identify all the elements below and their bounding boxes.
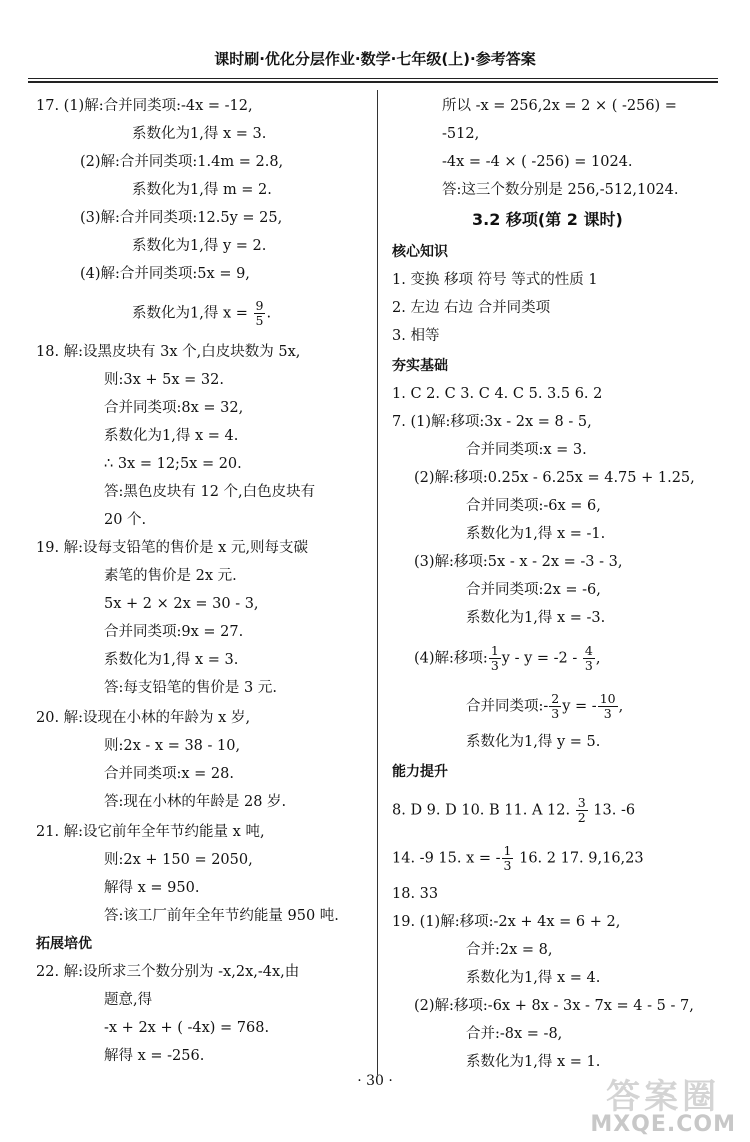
section-heading: 夯实基础 — [392, 358, 448, 374]
core-line: 3. 相等 — [392, 328, 440, 344]
q19-line: 素笔的售价是 2x 元. — [104, 568, 237, 584]
q22-cont-line: 答:这三个数分别是 256,-512,1024. — [442, 182, 679, 198]
text: 8. D 9. D 10. B 11. A 12. — [392, 802, 571, 819]
fraction — [502, 844, 514, 873]
text: y - y = -2 - — [501, 650, 578, 667]
q22-line: 题意,得 — [104, 992, 153, 1008]
denominator: 3 — [584, 658, 593, 673]
q22-line: -x + 2x + ( -4x) = 768. — [104, 1020, 270, 1036]
basic-line: 合并同类项:-6x = 6, — [466, 498, 601, 514]
text: (4)解:移项: — [414, 650, 488, 667]
q19-line: 系数化为1,得 x = 3. — [104, 652, 239, 668]
ability-line: 合并:2x = 8, — [466, 942, 553, 958]
q18-line: 答:黑色皮块有 12 个,白色皮块有 — [104, 484, 316, 500]
text: , — [595, 650, 601, 667]
watermark-url: MXQE.COM — [590, 1112, 736, 1137]
text: , — [618, 698, 624, 715]
q22-line: 22. 解:设所求三个数分别为 -x,2x,-4x,由 — [36, 964, 300, 980]
page-number: · 30 · — [357, 1073, 393, 1089]
text: . — [266, 305, 272, 322]
numerator: 4 — [584, 643, 593, 658]
numerator: 1 — [503, 843, 512, 858]
numerator: 2 — [551, 691, 560, 706]
ability-line-fraction — [392, 796, 635, 825]
q20-line: 答:现在小林的年龄是 28 岁. — [104, 794, 287, 810]
q17-line: 系数化为1,得 x = 3. — [132, 126, 267, 142]
fraction — [254, 299, 266, 328]
basic-line: 系数化为1,得 x = -3. — [466, 610, 606, 626]
basic-line: 1. C 2. C 3. C 4. C 5. 3.5 6. 2 — [392, 386, 603, 402]
numerator: 9 — [255, 298, 264, 313]
ability-line: 系数化为1,得 x = 1. — [466, 1054, 601, 1070]
basic-line: 合并同类项:2x = -6, — [466, 582, 601, 598]
q19-line: 答:每支铅笔的售价是 3 元. — [104, 680, 277, 696]
basic-line: 合并同类项:x = 3. — [466, 442, 587, 458]
fraction — [583, 644, 595, 673]
q22-cont-line: -4x = -4 × ( -256) = 1024. — [442, 154, 633, 170]
q17-line: 17. (1)解:合并同类项:-4x = -12, — [36, 98, 253, 114]
lesson-title: 3.2 移项(第 2 课时) — [472, 210, 623, 229]
q18-line: 合并同类项:8x = 32, — [104, 400, 244, 416]
basic-line: (3)解:移项:5x - x - 2x = -3 - 3, — [414, 554, 623, 570]
watermark-mark: 答案圈 — [606, 1077, 721, 1117]
header-rule-thick — [28, 81, 718, 83]
text: 合并同类项:- — [466, 698, 549, 715]
text: 系数化为1,得 x = — [132, 305, 248, 322]
q19-line: 5x + 2 × 2x = 30 - 3, — [104, 596, 259, 612]
denominator: 3 — [551, 706, 560, 721]
q20-line: 则:2x - x = 38 - 10, — [104, 738, 241, 754]
text: y = - — [562, 698, 597, 715]
ability-line: 合并:-8x = -8, — [466, 1026, 563, 1042]
watermark-logo — [590, 1077, 736, 1137]
q21-line: 答:该工厂前年全年节约能量 950 吨. — [104, 908, 339, 924]
denominator: 3 — [490, 658, 499, 673]
fraction — [576, 796, 588, 825]
q18-line: 系数化为1,得 x = 4. — [104, 428, 239, 444]
basic-line: 系数化为1,得 x = -1. — [466, 526, 606, 542]
q21-line: 解得 x = 950. — [104, 880, 200, 896]
q22-cont-line: 所以 -x = 256,2x = 2 × ( -256) = — [442, 98, 677, 114]
fraction — [549, 692, 561, 721]
core-line: 2. 左边 右边 合并同类项 — [392, 300, 551, 316]
basic-line-fraction — [414, 644, 600, 673]
section-heading: 拓展培优 — [36, 936, 92, 952]
fraction — [598, 692, 618, 721]
text: 14. -9 15. x = - — [392, 850, 501, 867]
q17-line-fraction — [132, 299, 271, 328]
header-rule-thin — [28, 78, 718, 79]
q20-line: 20. 解:设现在小林的年龄为 x 岁, — [36, 710, 251, 726]
denominator: 5 — [255, 313, 264, 328]
denominator: 3 — [603, 706, 612, 721]
core-line: 1. 变换 移项 符号 等式的性质 1 — [392, 272, 598, 288]
numerator: 3 — [577, 795, 586, 810]
ability-line: 18. 33 — [392, 886, 439, 902]
q18-line: 20 个. — [104, 512, 147, 528]
q21-line: 则:2x + 150 = 2050, — [104, 852, 253, 868]
ability-line-fraction — [392, 844, 644, 873]
numerator: 1 — [490, 643, 499, 658]
q20-line: 合并同类项:x = 28. — [104, 766, 234, 782]
ability-line: 系数化为1,得 x = 4. — [466, 970, 601, 986]
fraction — [489, 644, 501, 673]
q17-line: (3)解:合并同类项:12.5y = 25, — [80, 210, 283, 226]
denominator: 2 — [577, 810, 586, 825]
section-heading: 核心知识 — [392, 244, 448, 260]
q18-line: ∴ 3x = 12;5x = 20. — [104, 456, 242, 472]
column-divider — [377, 90, 378, 1075]
page-header: 课时刷·优化分层作业·数学·七年级(上)·参考答案 — [214, 50, 536, 68]
text: 16. 2 17. 9,16,23 — [514, 850, 644, 867]
q22-line: 解得 x = -256. — [104, 1048, 205, 1064]
ability-line: 19. (1)解:移项:-2x + 4x = 6 + 2, — [392, 914, 621, 930]
basic-line: 7. (1)解:移项:3x - 2x = 8 - 5, — [392, 414, 592, 430]
q18-line: 则:3x + 5x = 32. — [104, 372, 224, 388]
q21-line: 21. 解:设它前年全年节约能量 x 吨, — [36, 824, 265, 840]
q18-line: 18. 解:设黑皮块有 3x 个,白皮块数为 5x, — [36, 344, 301, 360]
q17-line: (2)解:合并同类项:1.4m = 2.8, — [80, 154, 284, 170]
basic-line-fraction — [466, 692, 623, 721]
basic-line: (2)解:移项:0.25x - 6.25x = 4.75 + 1.25, — [414, 470, 695, 486]
q17-line: 系数化为1,得 y = 2. — [132, 238, 267, 254]
text: 13. -6 — [588, 802, 636, 819]
section-heading: 能力提升 — [392, 764, 448, 780]
ability-line: (2)解:移项:-6x + 8x - 3x - 7x = 4 - 5 - 7, — [414, 998, 694, 1014]
q19-line: 19. 解:设每支铅笔的售价是 x 元,则每支碳 — [36, 540, 309, 556]
q17-line: 系数化为1,得 m = 2. — [132, 182, 272, 198]
denominator: 3 — [503, 858, 512, 873]
basic-line: 系数化为1,得 y = 5. — [466, 734, 601, 750]
q19-line: 合并同类项:9x = 27. — [104, 624, 244, 640]
q17-line: (4)解:合并同类项:5x = 9, — [80, 266, 250, 282]
numerator: 10 — [599, 691, 616, 706]
q22-cont-line: -512, — [442, 126, 480, 142]
